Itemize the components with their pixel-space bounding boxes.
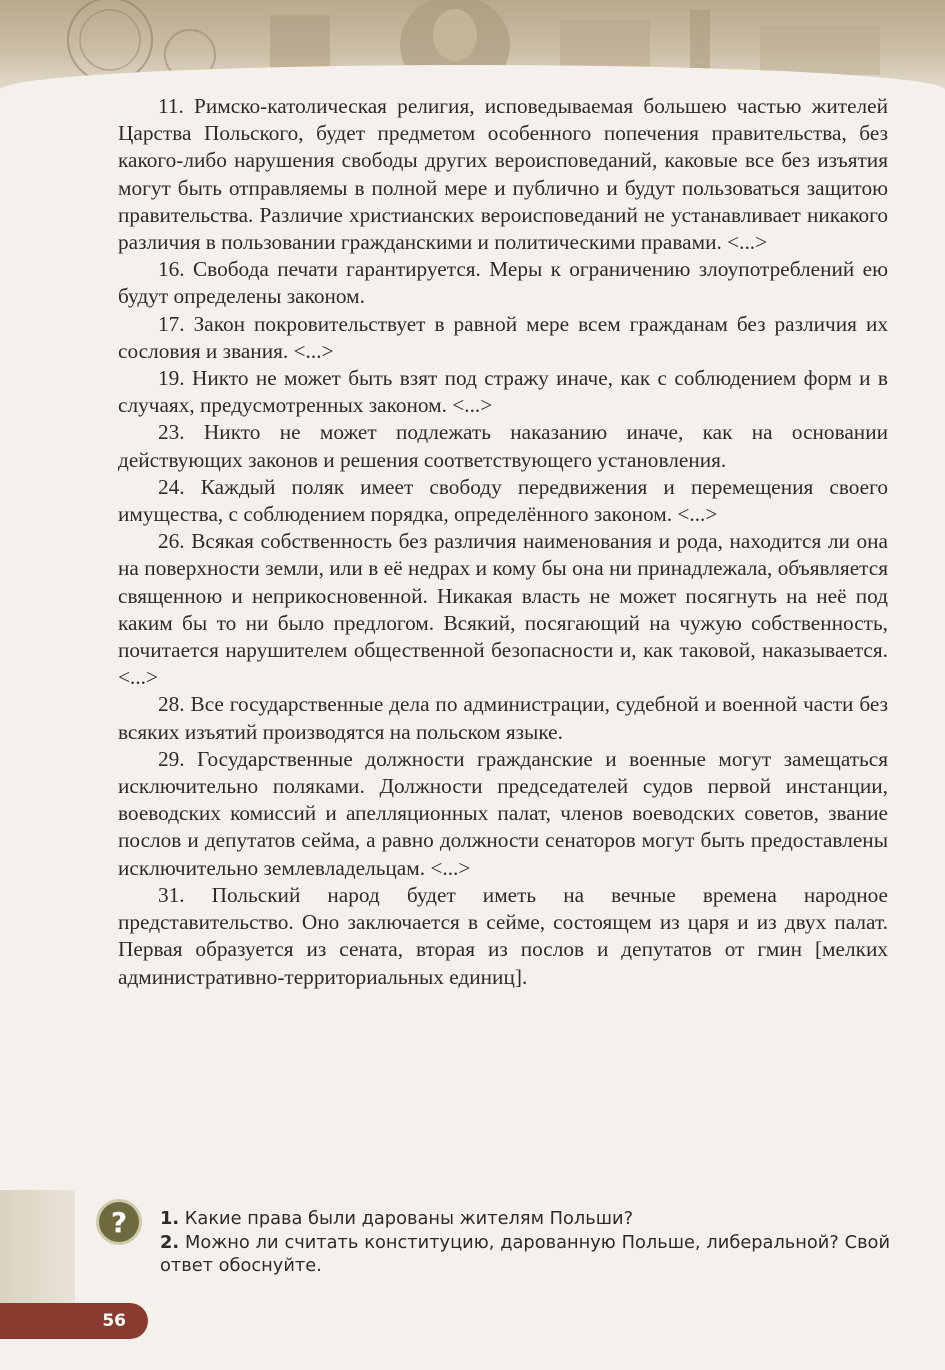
question-mark-icon: ? [99, 1202, 139, 1242]
question-1: 1. Какие права были дарованы жителям Польши? [160, 1208, 634, 1229]
questions-block [160, 1207, 890, 1278]
article-28: 28. Все государственные дела по администрации, судебной и военной части без всяких изъятий производятся на польском языке. [118, 692, 888, 744]
article-26: 26. Всякая собственность без различия наименования и рода, находится ли она на поверхности земли, или в её недрах и кому бы она ни принадлежала, объявляется священною и неприкосновенной. Никакая власть не может посягнуть на неё под каким бы то ни было предлогом. Всякий, посягающий на чужую собственность, почитается нарушителем общественной безопасности и, как таковой, наказывается. <...> [118, 529, 888, 690]
page-number-tab [0, 1303, 148, 1339]
article-31: 31. Польский народ будет иметь на вечные времена народное представительство. Оно заключается в сейме, состоящем из царя и из двух палат. Первая образуется из сената, вторая из послов и депутатов от гмин [мелких административно-территориальных единиц]. [118, 882, 888, 989]
article-23: 23. Никто не может подлежать наказанию иначе, как на основании действующих законов и решения соответствующего установления. [118, 420, 888, 472]
article-24: 24. Каждый поляк имеет свободу передвижения и перемещения своего имущества, с соблюдением порядка, определённого законом. <...> [118, 474, 888, 527]
article-29: 29. Государственные должности гражданские и военные могут замещаться исключительно поляками. Должности председателей судов первой инстанции, воеводских комиссий и апелляционных палат, членов воеводских советов, звание послов и депутатов сейма, а равно должности сенаторов могут быть предоставлены исключительно землевладельцам. <...> [118, 746, 888, 880]
article-19: 19. Никто не может быть взят под стражу иначе, как с соблюдением форм и в случаях, предусмотренных законом. <...> [118, 366, 888, 418]
question-2: 2. Можно ли считать конституцию, дарованную Польше, либеральной? Свой ответ обоснуйте. [160, 1231, 890, 1276]
article-16: 16. Свобода печати гарантируется. Меры к ограничению злоупотреблений ею будут определены законом. [118, 257, 888, 309]
article-17: 17. Закон покровительствует в равной мере всем гражданам без различия их сословия и звания. <...> [118, 311, 888, 363]
page-number: 56 [102, 1311, 126, 1331]
document-body [118, 93, 888, 991]
article-11: 11. Римско-католическая религия, исповедываемая большею частью жителей Царства Польского, будет предметом особенного попечения правительства, без какого-либо нарушения свободы других вероисповеданий, каковые все без изъятия могут быть отправляемы в полной мере и публично и будут пользоваться защитою правительства. Различие христианских вероисповеданий не устанавливает никакого различия в пользовании гражданскими и политическими правами. <...> [118, 94, 888, 255]
decorative-header-banner [0, 0, 945, 95]
